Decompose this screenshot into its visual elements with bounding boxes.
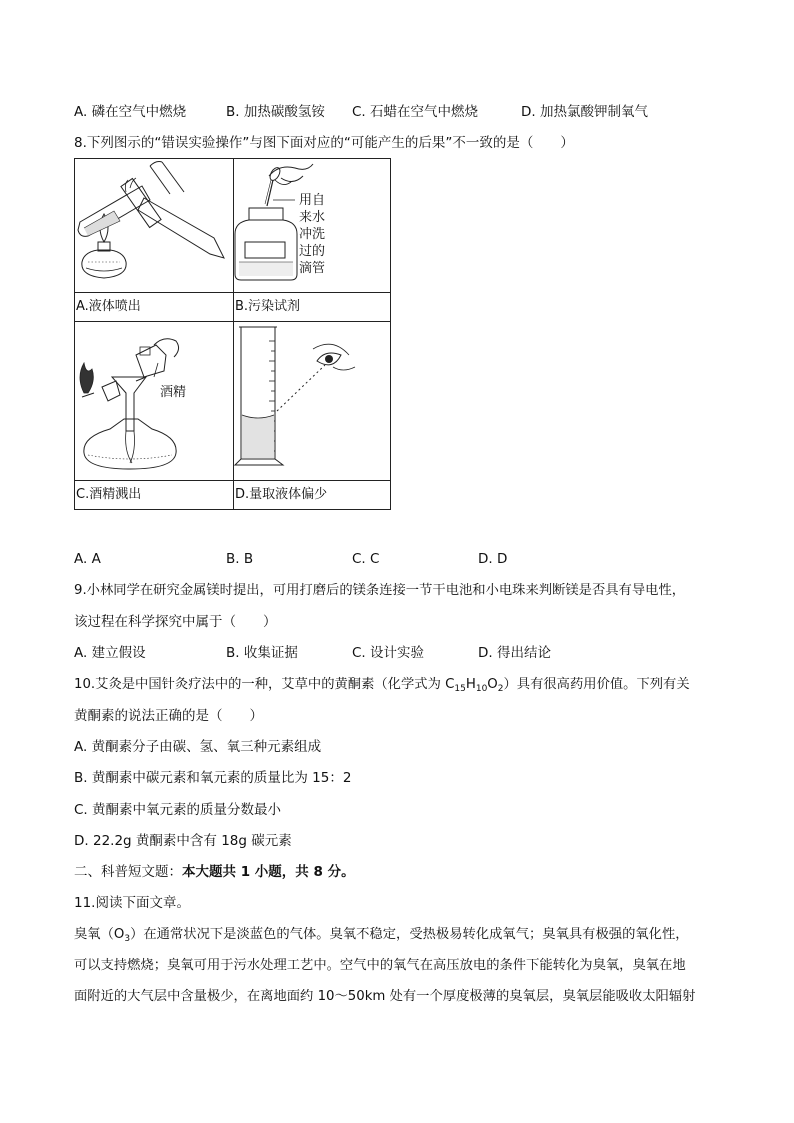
formula-element: H bbox=[465, 677, 476, 692]
q10-stem-post: ）具有很高药用价值。下列有关 bbox=[503, 677, 690, 692]
q8-figure-table bbox=[74, 158, 391, 510]
alcohol-lamp-refill-illustration bbox=[74, 321, 234, 481]
q7-option-d: D. 加热氯酸钾制氧气 bbox=[521, 104, 648, 120]
q11-paragraph-line2: 可以支持燃烧；臭氧可用于污水处理工艺中。空气中的氧气在高压放电的条件下能转化为臭氧，臭氧在地 bbox=[74, 958, 686, 973]
alcohol-label: 酒精 bbox=[160, 385, 187, 400]
q10-stem-line1 bbox=[74, 675, 690, 695]
dropper-note-line: 滴管 bbox=[299, 261, 326, 276]
q10-option-c: C. 黄酮素中氧元素的质量分数最小 bbox=[74, 802, 282, 818]
formula-subscript: 15 bbox=[454, 684, 466, 694]
formula-subscript: 3 bbox=[124, 934, 131, 944]
q8-option-a: A. A bbox=[74, 551, 101, 567]
graduated-cylinder-illustration bbox=[233, 321, 391, 481]
dropper-note bbox=[299, 192, 325, 277]
caption-b: B.污染试剂 bbox=[235, 299, 301, 314]
q11-text: ）在通常状况下是淡蓝色的气体。臭氧不稳定，受热极易转化成氧气；臭氧具有极强的氧化性， bbox=[130, 927, 689, 942]
section-heading-title: 二、科普短文题： bbox=[74, 864, 182, 880]
section-heading bbox=[74, 862, 355, 882]
q11-paragraph-line3: 面附近的大气层中含量极少，在离地面约 10～50km 处有一个厚度极薄的臭氧层，臭氧层能吸收太阳辐射 bbox=[74, 989, 696, 1004]
q8-option-b: B. B bbox=[226, 551, 254, 567]
q10-stem-line2: 黄酮素的说法正确的是（ ） bbox=[74, 708, 263, 724]
q9-stem-line1: 9.小林同学在研究金属镁时提出，可用打磨后的镁条连接一节干电池和小电珠来判断镁是否具有导电性， bbox=[74, 583, 686, 598]
q10-option-a: A. 黄酮素分子由碳、氢、氧三种元素组成 bbox=[74, 739, 322, 755]
dropper-note-line: 过的 bbox=[299, 244, 326, 259]
section-heading-note: 本大题共 1 小题，共 8 分。 bbox=[182, 864, 355, 880]
formula-subscript: 10 bbox=[475, 684, 488, 694]
q8-stem: 8.下列图示的“错误实验操作”与图下面对应的“可能产生的后果”不一致的是（ ） bbox=[74, 135, 574, 151]
dropper-note-line: 来水 bbox=[299, 210, 326, 225]
q10-stem-pre: 10.艾灸是中国针灸疗法中的一种，艾草中的黄酮素（化学式为 C bbox=[74, 677, 455, 692]
q8-option-d: D. D bbox=[478, 551, 508, 567]
q7-option-a: A. 磷在空气中燃烧 bbox=[74, 104, 187, 120]
q9-option-d: D. 得出结论 bbox=[478, 645, 551, 661]
q10-option-b: B. 黄酮素中碳元素和氧元素的质量比为 15：2 bbox=[74, 770, 352, 786]
q11-text: 臭氧（O bbox=[74, 927, 125, 942]
caption-c: C.酒精溅出 bbox=[76, 487, 142, 502]
caption-a: A.液体喷出 bbox=[76, 299, 141, 314]
q11-paragraph-line1 bbox=[74, 925, 689, 945]
q9-option-c: C. 设计实验 bbox=[352, 645, 425, 661]
q9-option-b: B. 收集证据 bbox=[226, 645, 298, 661]
formula-element: O bbox=[487, 677, 498, 692]
formula-subscript: 2 bbox=[497, 684, 504, 694]
q11-stem: 11.阅读下面文章。 bbox=[74, 895, 190, 911]
heating-test-tube-illustration bbox=[74, 158, 234, 293]
q7-option-c: C. 石蜡在空气中燃烧 bbox=[352, 104, 479, 120]
q8-option-c: C. C bbox=[352, 551, 380, 567]
q7-option-b: B. 加热碳酸氢铵 bbox=[226, 104, 325, 120]
q9-option-a: A. 建立假设 bbox=[74, 645, 146, 661]
q10-option-d: D. 22.2g 黄酮素中含有 18g 碳元素 bbox=[74, 833, 292, 849]
q9-stem-line2: 该过程在科学探究中属于（ ） bbox=[74, 614, 277, 630]
dropper-note-line: 用自 bbox=[299, 193, 326, 208]
caption-d: D.量取液体偏少 bbox=[235, 487, 328, 502]
dropper-note-line: 冲洗 bbox=[299, 227, 326, 242]
